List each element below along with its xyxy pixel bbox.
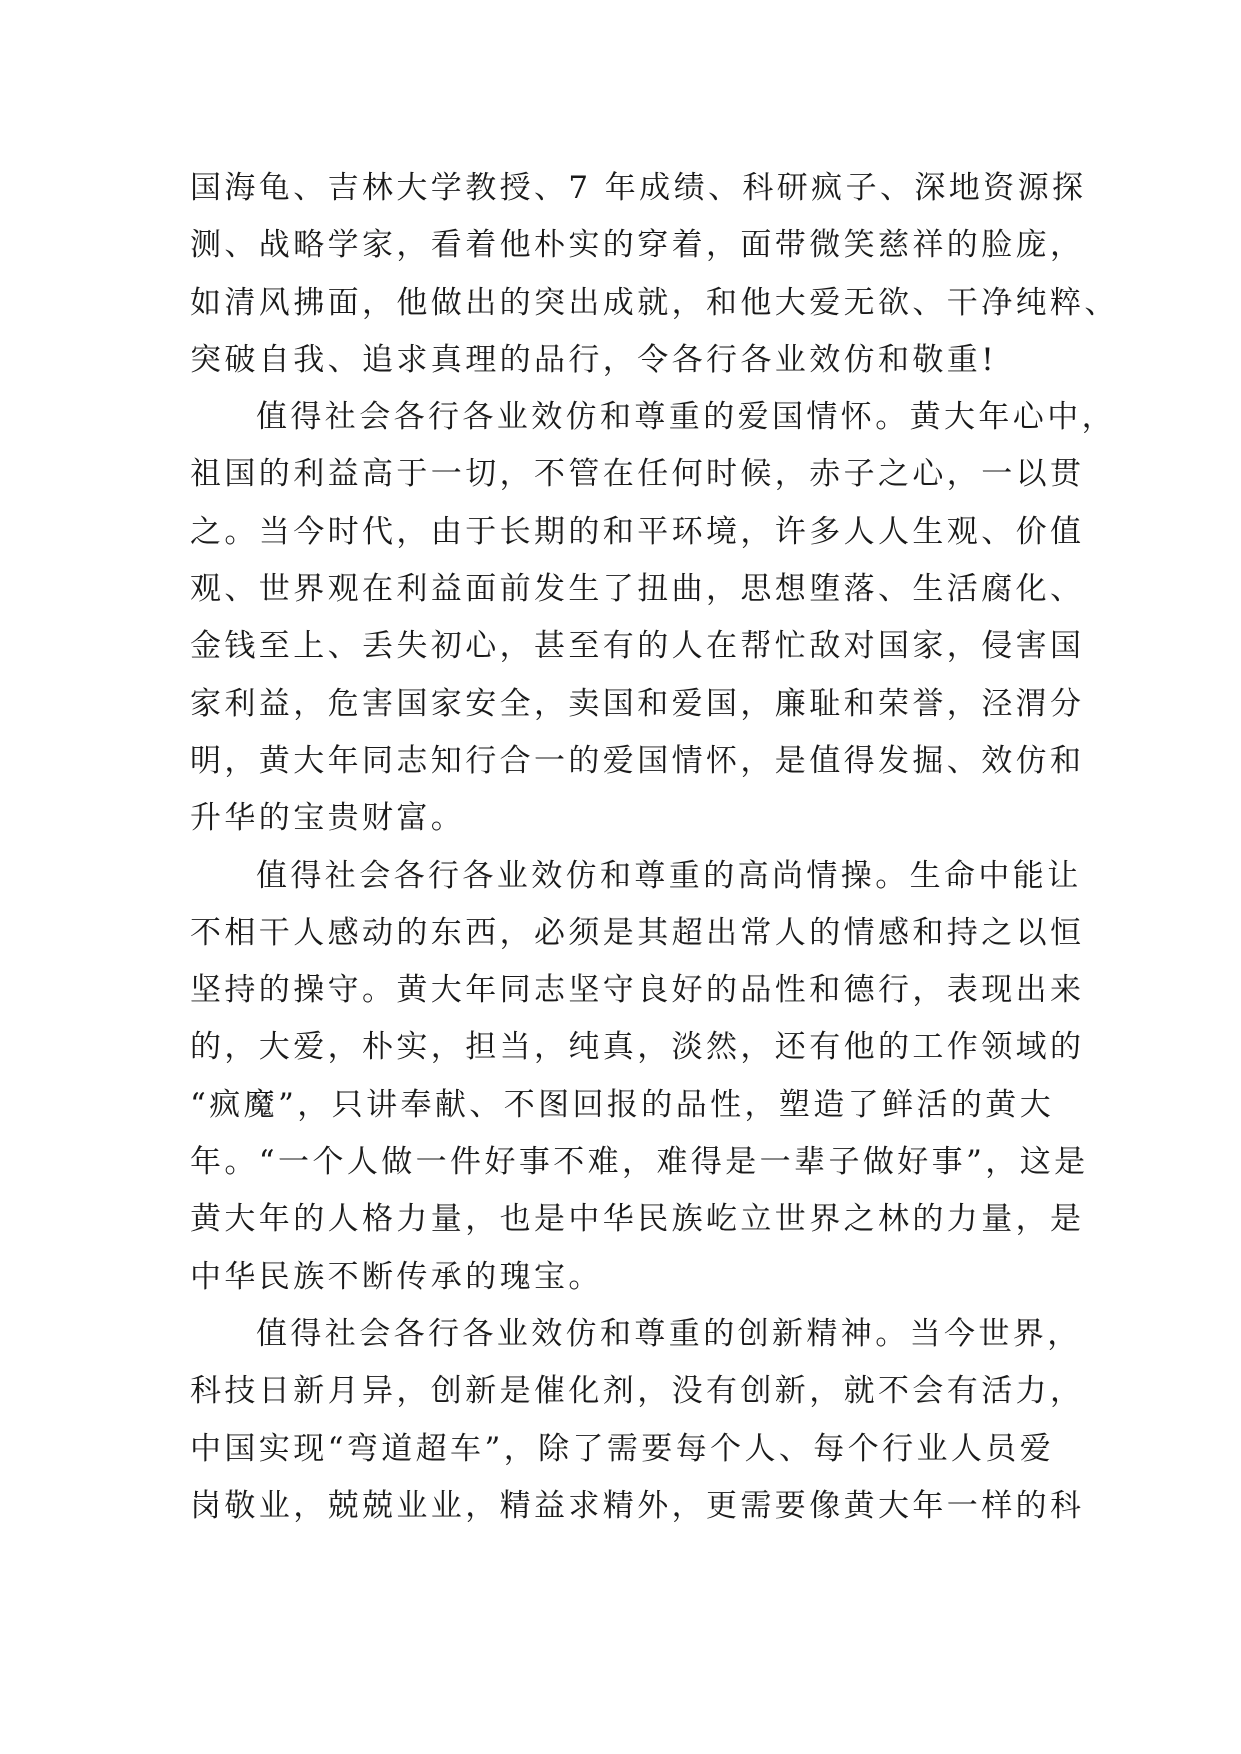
text-line: 金钱至上、丢失初心，甚至有的人在帮忙敌对国家，侵害国 — [190, 628, 1085, 665]
text-line: 测、战略学家，看着他朴实的穿着，面带微笑慈祥的脸庞， — [190, 227, 1085, 264]
text-line: 中华民族不断传承的瑰宝。 — [190, 1258, 603, 1295]
text-line: 中国实现“弯道超车”，除了需要每个人、每个行业人员爱 — [190, 1430, 1055, 1467]
text-line: 祖国的利益高于一切，不管在任何时候，赤子之心，一以贯 — [190, 456, 1085, 493]
text-line: 岗敬业，兢兢业业，精益求精外，更需要像黄大年一样的科 — [190, 1487, 1085, 1524]
text-line: 之。当今时代，由于长期的和平环境，许多人人生观、价值 — [190, 513, 1085, 550]
text-line: 坚持的操守。黄大年同志坚守良好的品性和德行，表现出来 — [190, 972, 1085, 1009]
text-line: 如清风拂面，他做出的突出成就，和他大爱无欲、干净纯粹、 — [190, 284, 1119, 321]
text-line: 明，黄大年同志知行合一的爱国情怀，是值得发掘、效仿和 — [190, 742, 1085, 779]
text-line: 的，大爱，朴实，担当，纯真，淡然，还有他的工作领域的 — [190, 1029, 1085, 1066]
text-line: 突破自我、追求真理的品行，令各行各业效仿和敬重! — [190, 341, 998, 378]
text-line: 年。“一个人做一件好事不难，难得是一辈子做好事”，这是 — [190, 1144, 1089, 1181]
text-line: 科技日新月异，创新是催化剂，没有创新，就不会有活力， — [190, 1373, 1085, 1410]
document-body — [190, 160, 1119, 1535]
paragraph-first-line: 值得社会各行各业效仿和尊重的爱国情怀。黄大年心中， — [256, 399, 1116, 436]
paragraph-first-line: 值得社会各行各业效仿和尊重的创新精神。当今世界， — [256, 1315, 1082, 1352]
paragraph-first-line: 值得社会各行各业效仿和尊重的高尚情操。生命中能让 — [256, 857, 1082, 894]
text-line: 家利益，危害国家安全，卖国和爱国，廉耻和荣誉，泾渭分 — [190, 685, 1085, 722]
text-line: 国海龟、吉林大学教授、7 年成绩、科研疯子、深地资源探 — [190, 170, 1087, 206]
text-line: 升华的宝贵财富。 — [190, 800, 466, 837]
text-line: 观、世界观在利益面前发生了扭曲，思想堕落、生活腐化、 — [190, 571, 1085, 608]
text-line: 不相干人感动的东西，必须是其超出常人的情感和持之以恒 — [190, 914, 1085, 951]
text-line: 黄大年的人格力量，也是中华民族屹立世界之林的力量，是 — [190, 1201, 1085, 1238]
text-line: “疯魔”，只讲奉献、不图回报的品性，塑造了鲜活的黄大 — [190, 1086, 1055, 1123]
